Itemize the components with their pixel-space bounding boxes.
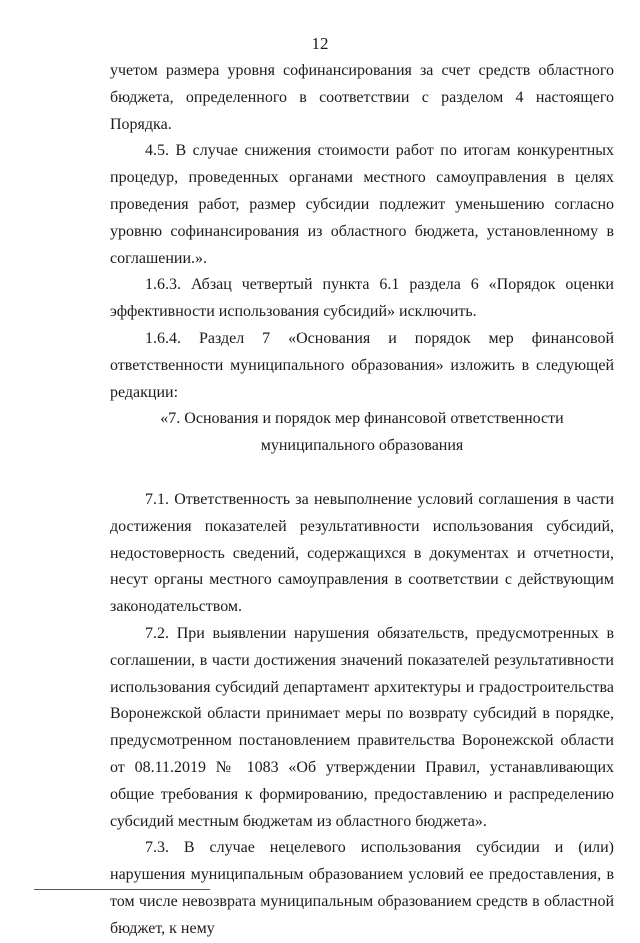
page-number: 12 — [311, 34, 329, 53]
footer-divider — [34, 889, 210, 890]
section-heading-line-1: «7. Основания и порядок мер финансовой ответственности — [160, 410, 564, 428]
paragraph-1-6-4: 1.6.4. Раздел 7 «Основания и порядок мер финансовой ответственности муниципального образования» изложить в следующей редакции: — [110, 329, 614, 401]
paragraph-4-5: 4.5. В случае снижения стоимости работ по итогам конкурентных процедур, проведенных органами местного самоуправления в целях проведения работ, размер субсидии подлежит уменьшению согласно уровню софинансирования из областного бюджета, установленному в соглашении.». — [110, 142, 614, 267]
paragraph-continuation: учетом размера уровня софинансирования за счет средств областного бюджета, определенного в соответствии с разделом 4 настоящего Порядка. — [110, 62, 614, 133]
section-heading-line-2: муниципального образования — [260, 437, 464, 455]
document-body — [110, 58, 614, 943]
paragraph-7-2: 7.2. При выявлении нарушения обязательств, предусмотренных в соглашении, в части достижения значений показателей результативности использования субсидий департамент архитектуры и градостроительства Воронежской области принимает меры по возврату субсидий в порядке, предусмотренном постановлением правительства Воронежской области от 08.11.2019 № 1083 «Об утверждении Правил, устанавливающих общие требования к формированию, предоставлению и распределению субсидий местным бюджетам из областного бюджета». — [110, 624, 614, 830]
blank-line — [110, 460, 614, 487]
paragraph-7-1: 7.1. Ответственность за невыполнение условий соглашения в части достижения показателей результативности использования субсидий, недостоверность сведений, содержащихся в документах и отчетности, несут органы местного самоуправления в соответствии с действующим законодательством. — [110, 490, 614, 616]
paragraph-1-6-3: 1.6.3. Абзац четвертый пункта 6.1 раздела 6 «Порядок оценки эффективности использования субсидий» исключить. — [110, 276, 614, 321]
paragraph-7-3: 7.3. В случае нецелевого использования субсидии и (или) нарушения муниципальным образованием условий ее предоставления, в том числе невозврата муниципальным образованием средств в областной бюджет, к нему — [110, 839, 614, 937]
